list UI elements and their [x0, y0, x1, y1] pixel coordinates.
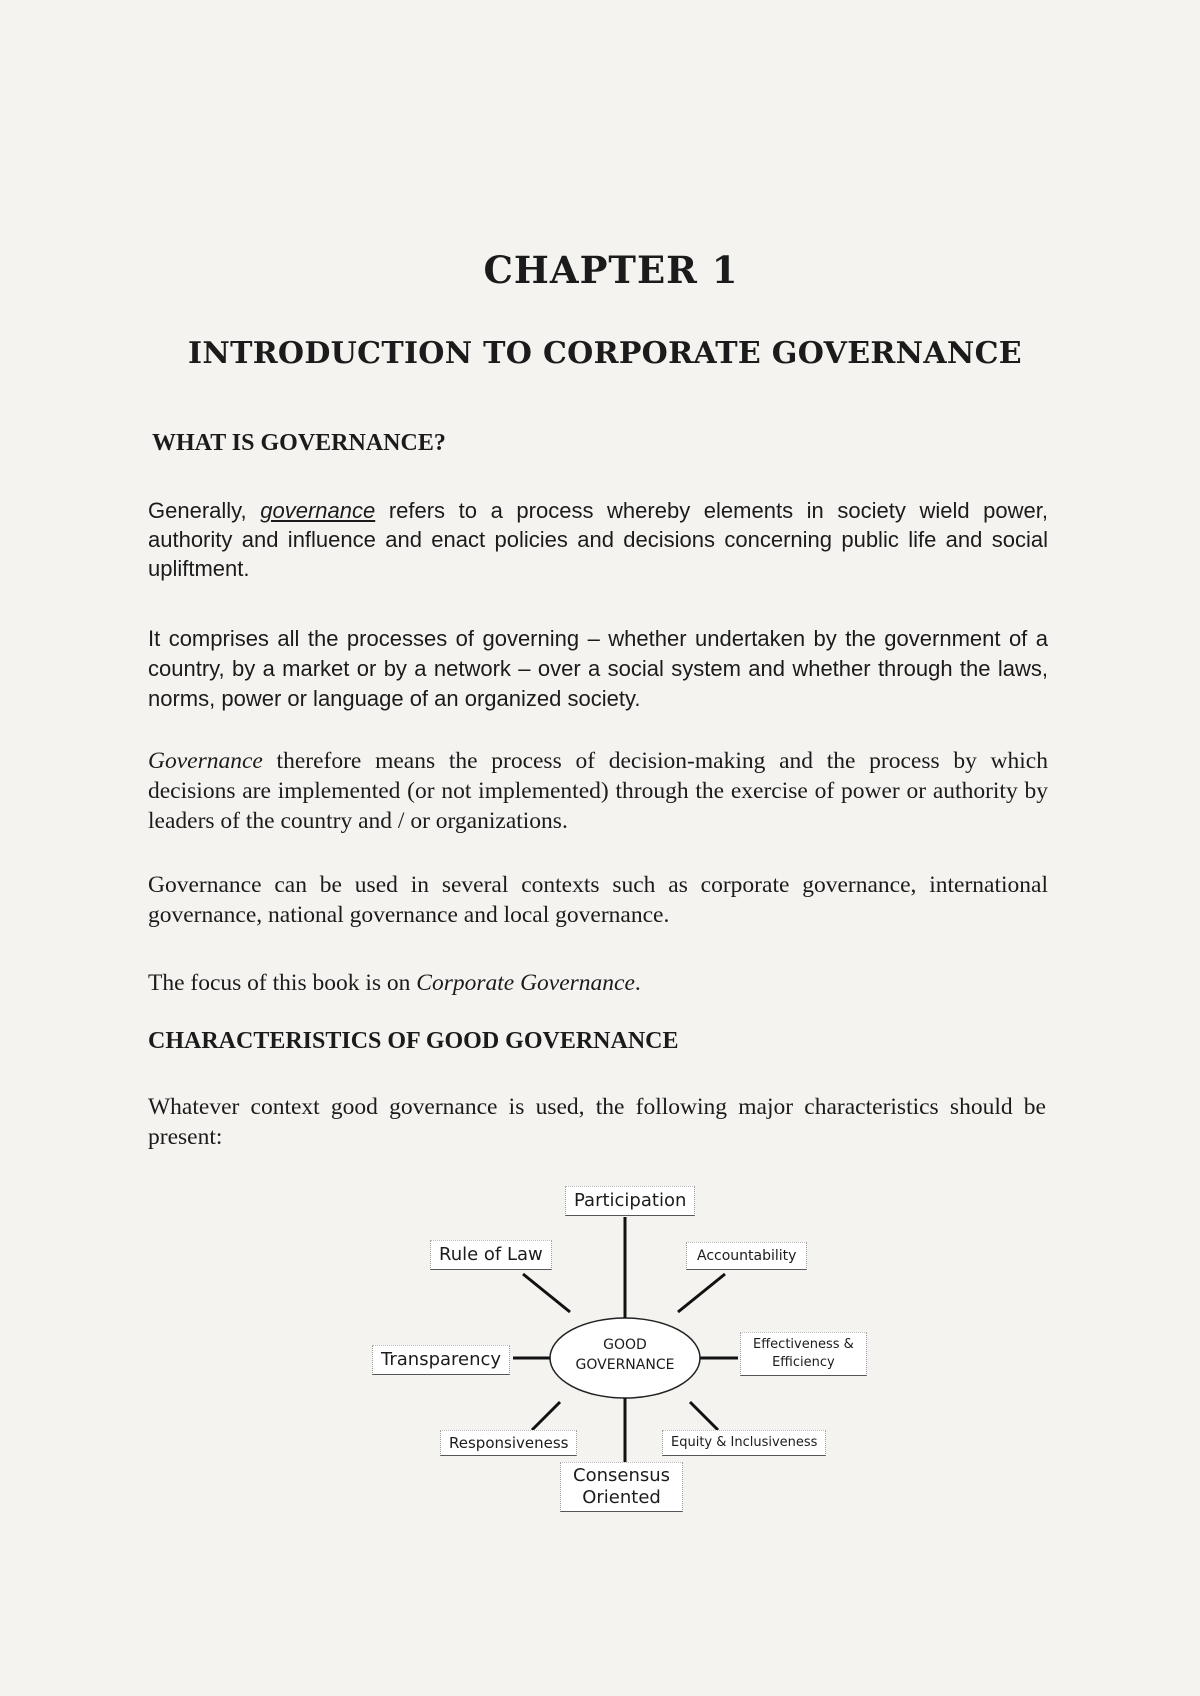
consensus-line2: Oriented [582, 1487, 661, 1508]
good-governance-diagram [360, 1162, 880, 1532]
term-corporate-governance: Corporate Governance [416, 970, 635, 996]
connector-responsiveness [532, 1402, 560, 1430]
node-consensus [560, 1462, 683, 1512]
center-node-good-governance [555, 1317, 695, 1397]
node-accountability: Accountability [686, 1242, 807, 1270]
effectiveness-line2: Efficiency [772, 1355, 835, 1370]
consensus-line1: Consensus [573, 1465, 671, 1486]
paragraph-definition-rest: refers to a process whereby elements in society wield power, authority and influence and enact policies and decisions concerning public life and social upliftment. [148, 498, 1048, 581]
section-heading-what-is-governance: WHAT IS GOVERNANCE? [152, 430, 446, 456]
paragraph-focus-start: The focus of this book is on [148, 970, 417, 996]
center-line2: GOVERNANCE [575, 1357, 675, 1373]
section-heading-characteristics: CHARACTERISTICS OF GOOD GOVERNANCE [148, 1028, 679, 1054]
chapter-title: INTRODUCTION TO CORPORATE GOVERNANCE [188, 336, 1022, 371]
node-effectiveness [740, 1332, 867, 1376]
effectiveness-line1: Effectiveness & [753, 1337, 854, 1352]
paragraph-focus [148, 968, 1048, 998]
paragraph-processes: It comprises all the processes of governing – whether undertaken by the government of a country, by a market or by a network – over a social system and whether through the laws, norms, power or language of an organized society. [148, 626, 1048, 711]
paragraph-meaning-rest: therefore means the process of decision-making and the process by which decisions are implemented (or not implemented) through the exercise of power or authority by leaders of the country and / or organizations. [148, 748, 1048, 834]
paragraph-characteristics-intro: Whatever context good governance is used, the following major characteristics should be present: [148, 1094, 1046, 1150]
paragraph-contexts: Governance can be used in several contexts such as corporate governance, international governance, national governance and local governance. [148, 872, 1048, 928]
connector-rule-of-law [523, 1274, 570, 1312]
paragraph-definition-start: Generally, [148, 498, 261, 523]
node-participation: Participation [565, 1186, 695, 1216]
center-line1: GOOD [603, 1337, 647, 1353]
paragraph-definition [148, 496, 1048, 583]
paragraph-meaning [148, 746, 1048, 836]
chapter-label: CHAPTER 1 [483, 248, 739, 292]
paragraph-focus-end: . [634, 970, 641, 996]
node-responsiveness: Responsiveness [440, 1430, 577, 1456]
term-governance: governance [260, 498, 376, 523]
term-governance-italic: Governance [148, 748, 263, 774]
node-rule-of-law: Rule of Law [430, 1240, 552, 1270]
connector-accountability [678, 1274, 725, 1312]
node-equity: Equity & Inclusiveness [662, 1430, 826, 1456]
connector-equity [690, 1402, 718, 1430]
node-transparency: Transparency [372, 1345, 510, 1375]
